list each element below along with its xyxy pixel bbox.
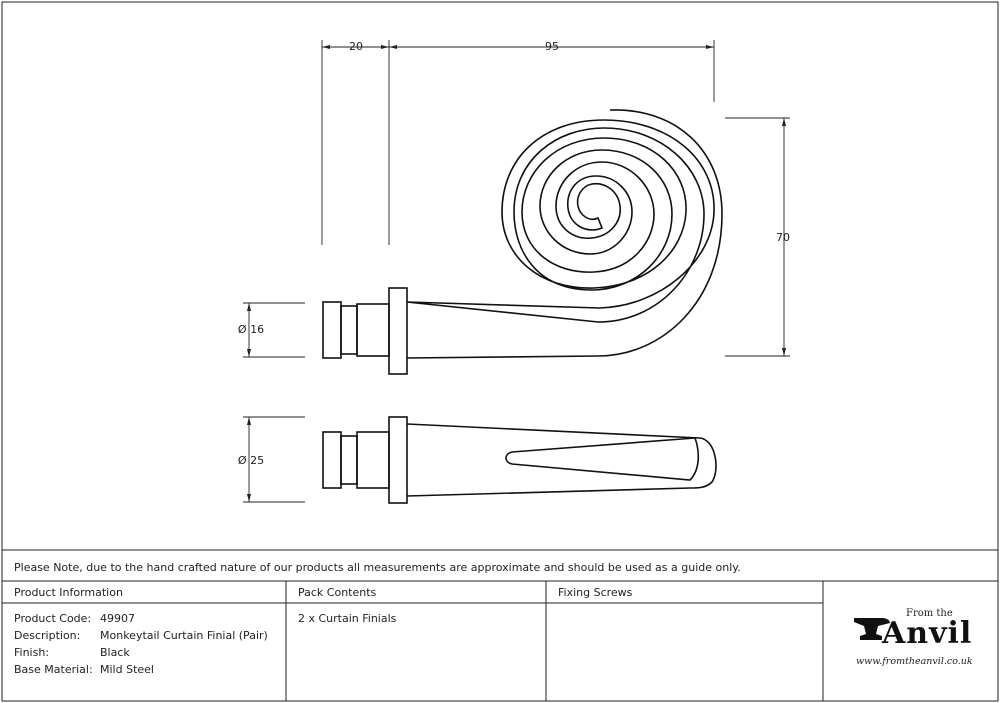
dim-label-20: 20 <box>349 40 363 53</box>
product-info-header: Product Information <box>14 586 123 599</box>
product-code-value: 49907 <box>100 612 135 625</box>
base-material-value: Mild Steel <box>100 663 154 676</box>
brand-logo <box>852 608 982 674</box>
finial-bottom-view <box>323 417 716 503</box>
logo-brand: Anvil <box>882 616 973 651</box>
pack-contents-item: 2 x Curtain Finials <box>298 612 397 625</box>
base-material-label: Base Material: <box>14 663 93 676</box>
dimension-width <box>322 40 714 245</box>
fixing-screws-header: Fixing Screws <box>558 586 633 599</box>
product-code-label: Product Code: <box>14 612 92 625</box>
dim-label-70: 70 <box>776 231 790 244</box>
sheet-border <box>2 2 998 701</box>
finish-label: Finish: <box>14 646 50 659</box>
logo-url: www.fromtheanvil.co.uk <box>856 656 973 667</box>
dim-label-95: 95 <box>545 40 559 53</box>
finial-side-view <box>323 110 722 374</box>
disclaimer-note: Please Note, due to the hand crafted nature of our products all measurements are approximate and should be used as a guide only. <box>14 561 741 574</box>
finish-value: Black <box>100 646 130 659</box>
dim-label-dia25: Ø 25 <box>237 454 265 467</box>
dim-label-dia16: Ø 16 <box>237 323 265 336</box>
description-label: Description: <box>14 629 81 642</box>
pack-contents-header: Pack Contents <box>298 586 377 599</box>
description-value: Monkeytail Curtain Finial (Pair) <box>100 629 268 642</box>
logo-from-the: From the <box>906 608 953 619</box>
